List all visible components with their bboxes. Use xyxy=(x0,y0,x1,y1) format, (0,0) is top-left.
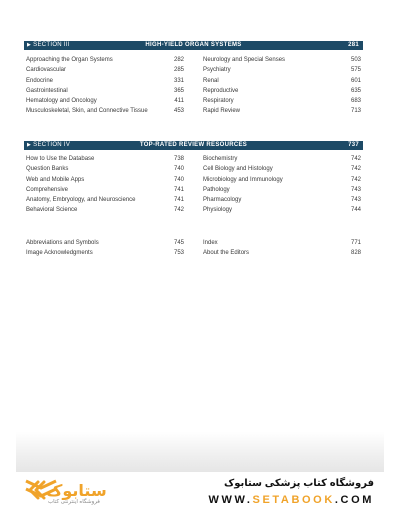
toc-entry[interactable]: Web and Mobile Apps 740 xyxy=(26,176,184,183)
toc-entry[interactable]: Question Banks 740 xyxy=(26,166,184,173)
toc-entry[interactable]: Anatomy, Embryology, and Neuroscience 741 xyxy=(26,197,184,204)
section-bar-iii xyxy=(24,41,363,50)
section-iii-right-column xyxy=(201,55,361,117)
toc-entry[interactable]: Microbiology and Immunology 742 xyxy=(203,176,361,183)
toc-entry[interactable]: Neurology and Special Senses 503 xyxy=(203,57,361,63)
toc-entry[interactable]: Cardiovascular 285 xyxy=(26,67,184,74)
toc-entry[interactable]: Index 771 xyxy=(203,240,361,246)
toc-entry[interactable]: Psychiatry 575 xyxy=(203,67,361,74)
triangle-icon: ▶ xyxy=(27,42,32,48)
section-page: 737 xyxy=(348,142,359,148)
shop-url[interactable]: WWW.SETABOOK.COM xyxy=(208,494,374,506)
toc-entry[interactable]: Physiology 744 xyxy=(203,207,361,214)
section-page: 281 xyxy=(348,42,359,48)
logo-subtitle: فروشگاه اینترنتی کتاب xyxy=(48,499,100,505)
toc-entry[interactable]: Image Acknowledgments 753 xyxy=(26,250,184,257)
logo-stacked-chevron-icon xyxy=(24,479,58,499)
page-bottom-shadow xyxy=(16,432,384,472)
triangle-icon: ▶ xyxy=(27,142,32,148)
toc-entry[interactable]: Abbreviations and Symbols 745 xyxy=(26,240,184,246)
section-title: TOP-RATED REVIEW RESOURCES xyxy=(139,142,248,148)
toc-entry[interactable]: Reproductive 635 xyxy=(203,87,361,94)
toc-entry[interactable]: Respiratory 683 xyxy=(203,98,361,105)
toc-entry[interactable]: Pathology 743 xyxy=(203,186,361,193)
toc-entry[interactable]: About the Editors 828 xyxy=(203,250,361,257)
toc-entry[interactable]: Pharmacology 743 xyxy=(203,197,361,204)
toc-entry[interactable]: Endocrine 331 xyxy=(26,77,184,84)
section-iv-right-column xyxy=(201,154,361,216)
appendix-left-column xyxy=(24,238,184,259)
toc-entry[interactable]: Biochemistry 742 xyxy=(203,156,361,162)
toc-entry[interactable]: Musculoskeletal, Skin, and Connective Tissue 453 xyxy=(26,108,184,115)
toc-entry[interactable]: Behavioral Science 742 xyxy=(26,207,184,214)
appendix-right-column xyxy=(201,238,361,259)
section-label: SECTION IV xyxy=(33,142,71,148)
toc-entry[interactable]: Comprehensive 741 xyxy=(26,186,184,193)
logo-text: ستابوک xyxy=(46,483,107,500)
setabook-logo[interactable] xyxy=(24,479,159,507)
toc-entry[interactable]: Approaching the Organ Systems 282 xyxy=(26,57,184,63)
toc-entry[interactable]: Gastrointestinal 365 xyxy=(26,87,184,94)
toc-entry[interactable]: Renal 601 xyxy=(203,77,361,84)
section-title: HIGH-YIELD ORGAN SYSTEMS xyxy=(145,42,242,48)
toc-entry[interactable]: Rapid Review 713 xyxy=(203,108,361,115)
section-bar-iv xyxy=(24,141,363,150)
toc-entry[interactable]: Cell Biology and Histology 742 xyxy=(203,166,361,173)
section-iv-left-column xyxy=(24,154,184,216)
section-label: SECTION III xyxy=(33,42,70,48)
toc-entry[interactable]: Hematology and Oncology 411 xyxy=(26,98,184,105)
shop-title: فروشگاه کتاب پزشکی ستابوک xyxy=(223,478,374,489)
section-iii-left-column xyxy=(24,55,184,117)
toc-entry[interactable]: How to Use the Database 738 xyxy=(26,156,184,162)
